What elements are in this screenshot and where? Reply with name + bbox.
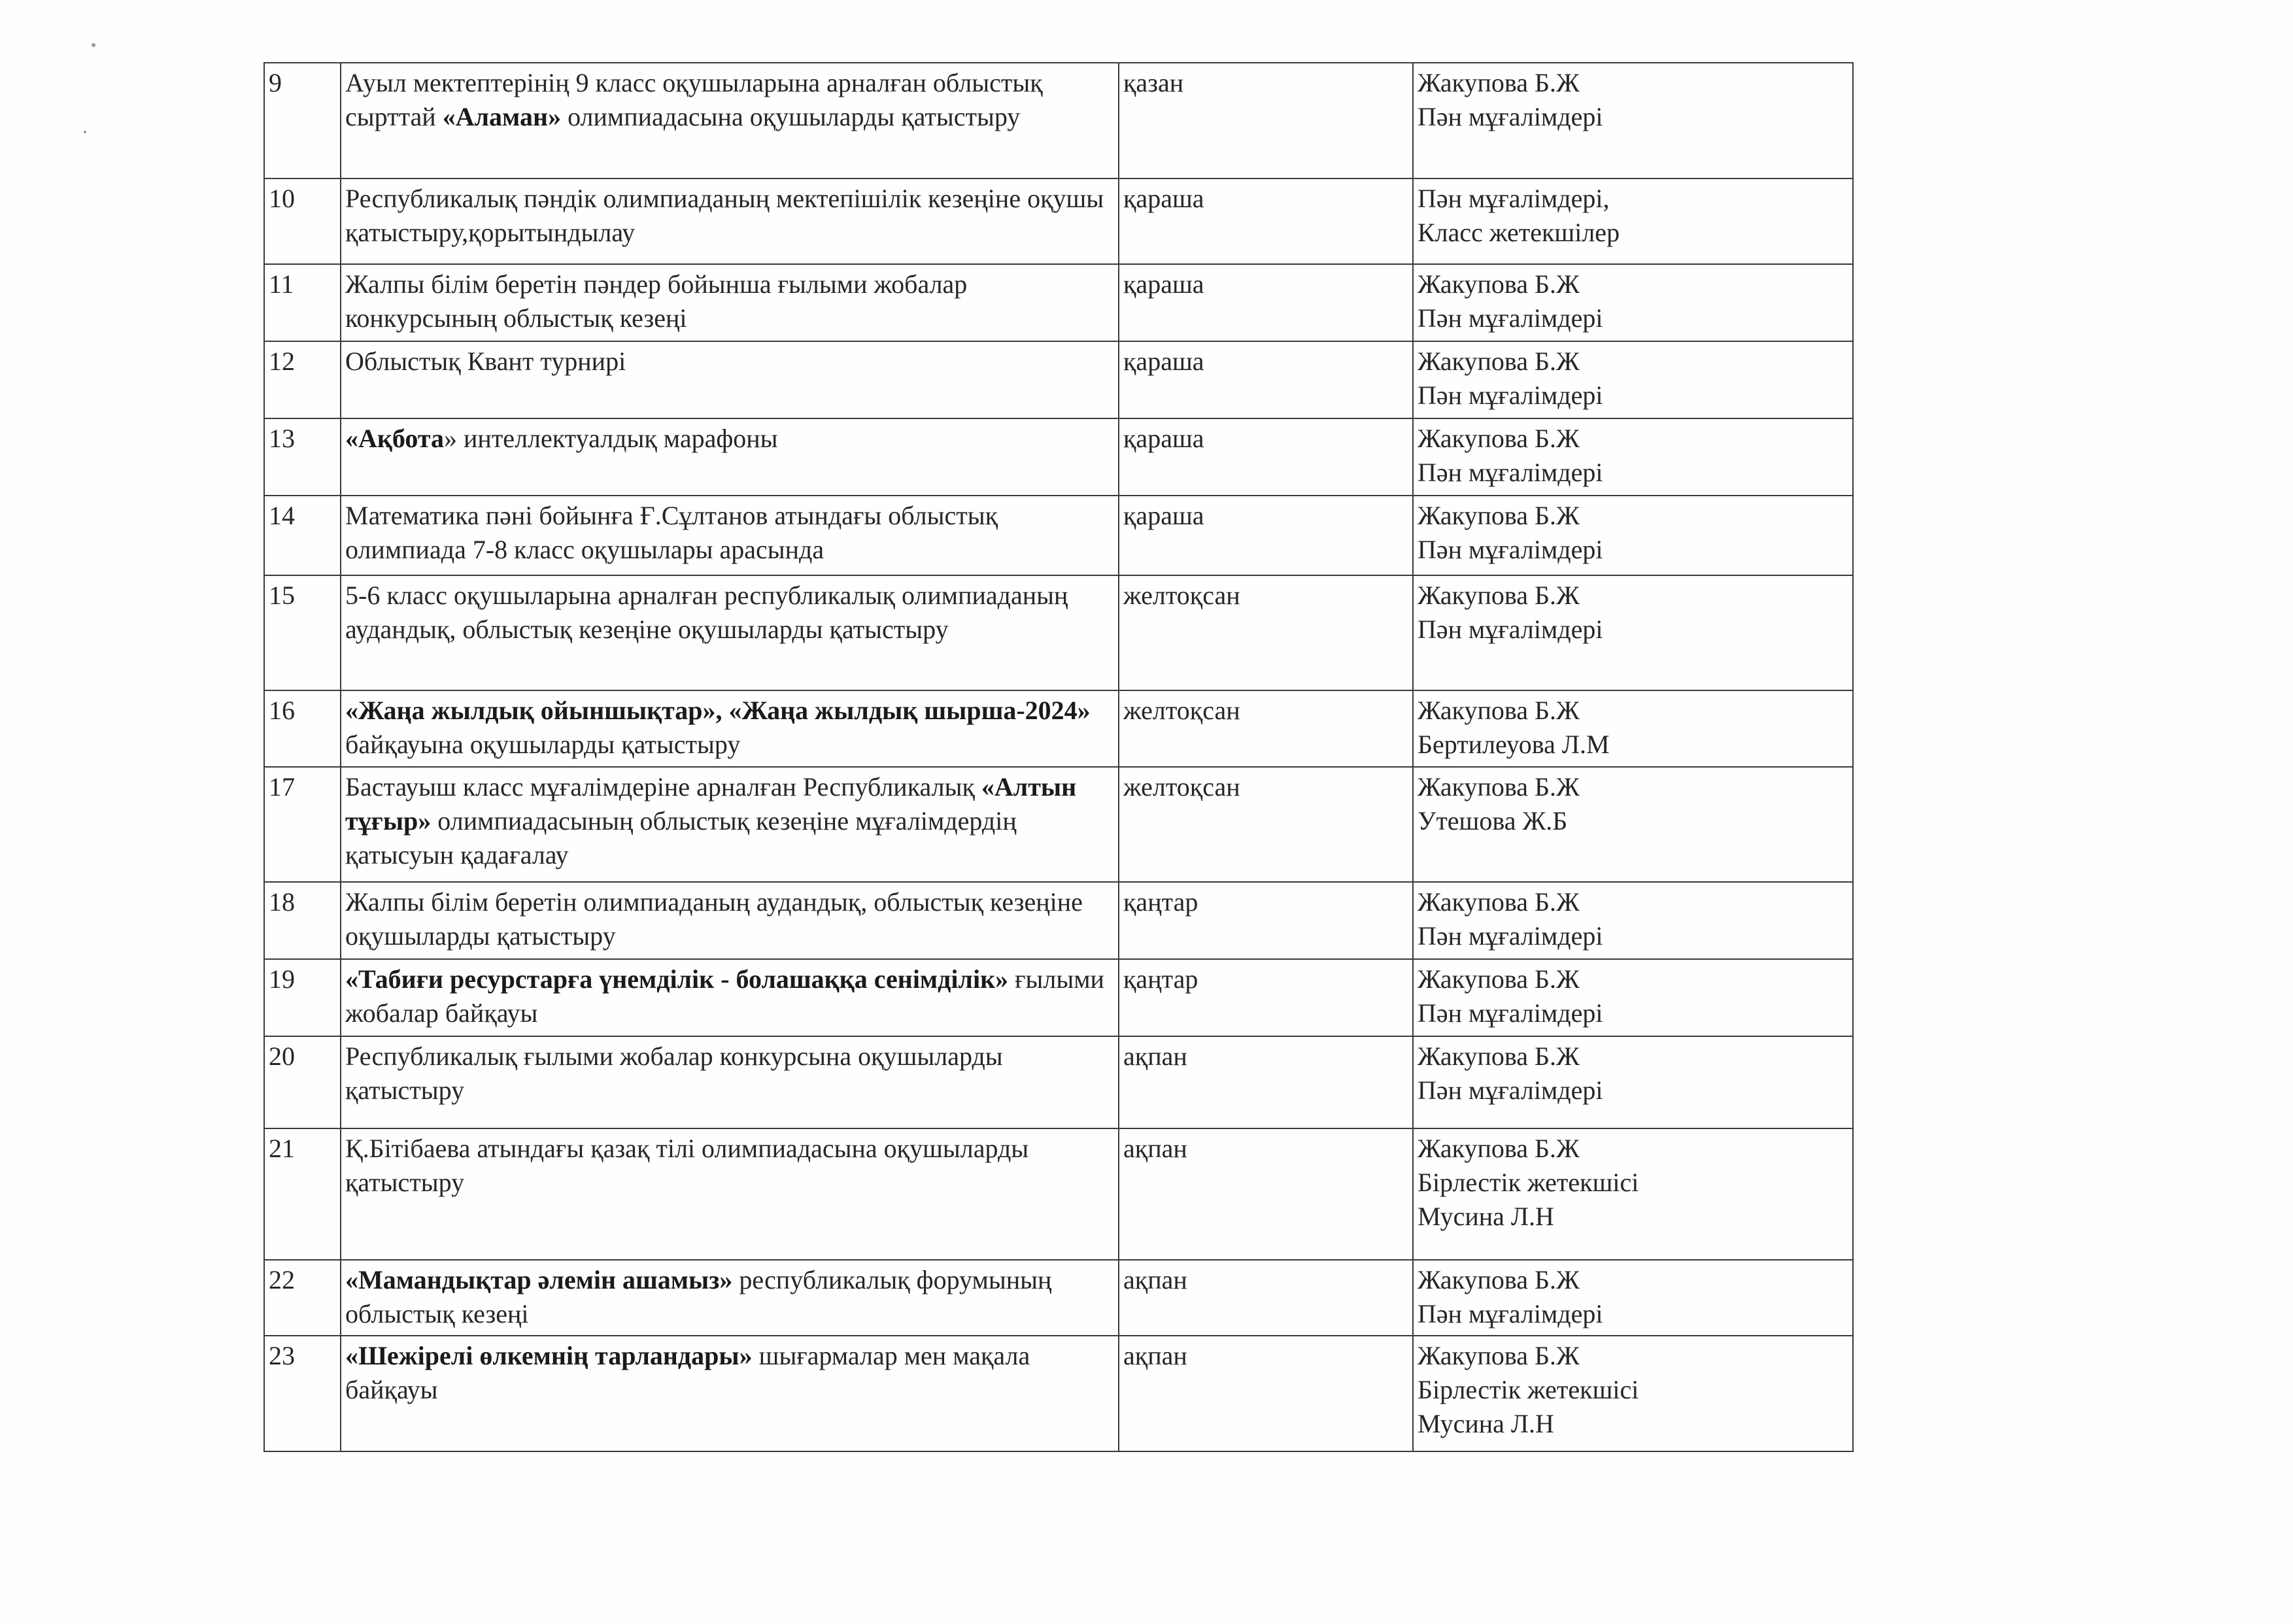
term-cell: қараша	[1119, 341, 1413, 418]
responsible-cell	[1413, 496, 1853, 575]
term-cell: қаңтар	[1119, 959, 1413, 1036]
row-number: 21	[264, 1128, 341, 1260]
event-title-bold: «Аламан»	[442, 102, 562, 131]
responsible-person: Жакупова Б.Ж	[1418, 696, 1580, 725]
event-cell	[341, 1260, 1119, 1336]
event-cell	[341, 1036, 1119, 1128]
responsible-person: Пән мұғалімдері	[1418, 1299, 1603, 1328]
responsible-person: Утешова Ж.Б	[1418, 806, 1568, 836]
responsible-cell	[1413, 341, 1853, 418]
table-row	[264, 63, 1853, 178]
responsible-person: Жакупова Б.Ж	[1418, 424, 1580, 453]
responsible-cell	[1413, 1036, 1853, 1128]
event-cell	[341, 341, 1119, 418]
responsible-person: Пән мұғалімдері	[1418, 535, 1603, 564]
responsible-person: Жакупова Б.Ж	[1418, 1265, 1580, 1294]
event-cell	[341, 1128, 1119, 1260]
event-cell	[341, 496, 1119, 575]
responsible-cell	[1413, 1336, 1853, 1451]
event-cell	[341, 264, 1119, 341]
responsible-person: Пән мұғалімдері	[1418, 998, 1603, 1028]
table-row	[264, 1036, 1853, 1128]
responsible-person: Бертилеуова Л.М	[1418, 730, 1610, 759]
event-text: ғылыми жобалар байқауы	[345, 964, 1104, 1028]
event-title-bold: «Табиғи ресурстарға үнемділік - болашаққа сенімділік»	[345, 964, 1009, 994]
responsible-person: Мусина Л.Н	[1418, 1202, 1554, 1231]
event-cell	[341, 418, 1119, 496]
row-number: 15	[264, 575, 341, 690]
event-text: Республикалық ғылыми жобалар конкурсына оқушыларды қатыстыру	[345, 1041, 1003, 1105]
event-text: 5-6 класс оқушыларына арналған республикалық олимпиаданың аудандық, облыстық кезеңіне оқушыларды қатыстыру	[345, 581, 1068, 644]
event-text: олимпиадасының облыстық кезеңіне мұғалімдердің қатысуын қадағалау	[345, 806, 1017, 870]
responsible-cell	[1413, 1260, 1853, 1336]
row-number: 22	[264, 1260, 341, 1336]
event-text: байқауына оқушыларды қатыстыру	[345, 730, 741, 759]
responsible-person: Пән мұғалімдері	[1418, 303, 1603, 333]
term-cell: қараша	[1119, 418, 1413, 496]
term-cell: қазан	[1119, 63, 1413, 178]
responsible-person: Жакупова Б.Ж	[1418, 581, 1580, 610]
responsible-cell	[1413, 690, 1853, 767]
responsible-person: Жакупова Б.Ж	[1418, 347, 1580, 376]
responsible-person: Бірлестік жетекшісі	[1418, 1168, 1639, 1197]
table-row	[264, 767, 1853, 882]
term-cell: қараша	[1119, 496, 1413, 575]
row-number: 12	[264, 341, 341, 418]
responsible-person: Пән мұғалімдері,	[1418, 184, 1610, 213]
responsible-person: Жакупова Б.Ж	[1418, 501, 1580, 530]
table-row	[264, 1260, 1853, 1336]
term-cell: қаңтар	[1119, 882, 1413, 959]
event-text: республикалық форумының облыстық кезеңі	[345, 1265, 1052, 1328]
responsible-person: Пән мұғалімдері	[1418, 921, 1603, 951]
table-row	[264, 1336, 1853, 1451]
table-row	[264, 575, 1853, 690]
responsible-cell	[1413, 882, 1853, 959]
row-number: 11	[264, 264, 341, 341]
event-cell	[341, 178, 1119, 264]
event-text: шығармалар мен мақала байқауы	[345, 1341, 1030, 1404]
term-cell: қараша	[1119, 264, 1413, 341]
row-number: 13	[264, 418, 341, 496]
table-row	[264, 959, 1853, 1036]
event-text: Ауыл мектептерінің 9 класс оқушыларына арналған облыстық сырттай	[345, 68, 1043, 131]
event-text: Математика пәні бойынға Ғ.Сұлтанов атындағы облыстық олимпиада 7-8 класс оқушылары арасында	[345, 501, 998, 564]
responsible-person: Жакупова Б.Ж	[1418, 1134, 1580, 1163]
table-row	[264, 496, 1853, 575]
responsible-person: Класс жетекшілер	[1418, 218, 1620, 247]
table-row	[264, 690, 1853, 767]
responsible-person: Пән мұғалімдері	[1418, 102, 1603, 131]
event-title-bold: «Жаңа жылдық ойыншықтар», «Жаңа жылдық шырша-2024»	[345, 696, 1091, 725]
table-row	[264, 264, 1853, 341]
term-cell: ақпан	[1119, 1336, 1413, 1451]
responsible-cell	[1413, 1128, 1853, 1260]
event-title-bold: «Алтын тұғыр»	[345, 772, 1077, 836]
responsible-person: Жакупова Б.Ж	[1418, 887, 1580, 917]
term-cell: ақпан	[1119, 1260, 1413, 1336]
row-number: 20	[264, 1036, 341, 1128]
table-row	[264, 882, 1853, 959]
event-text: » интеллектуалдық марафоны	[444, 424, 778, 453]
event-title-bold: «Шежірелі өлкемнің тарландары»	[345, 1341, 753, 1370]
responsible-person: Жакупова Б.Ж	[1418, 1041, 1580, 1071]
scan-speck	[92, 43, 95, 47]
event-plan-table	[263, 62, 1854, 1452]
responsible-cell	[1413, 264, 1853, 341]
responsible-cell	[1413, 767, 1853, 882]
term-cell: желтоқсан	[1119, 690, 1413, 767]
row-number: 10	[264, 178, 341, 264]
table-row	[264, 1128, 1853, 1260]
responsible-person: Жакупова Б.Ж	[1418, 1341, 1580, 1370]
event-cell	[341, 575, 1119, 690]
row-number: 17	[264, 767, 341, 882]
responsible-person: Бірлестік жетекшісі	[1418, 1375, 1639, 1404]
responsible-cell	[1413, 959, 1853, 1036]
event-text: Республикалық пәндік олимпиаданың мектепішілік кезеңіне оқушы қатыстыру,қорытындылау	[345, 184, 1104, 247]
event-cell	[341, 767, 1119, 882]
row-number: 23	[264, 1336, 341, 1451]
event-text: олимпиадасына оқушыларды қатыстыру	[561, 102, 1021, 131]
table-row	[264, 178, 1853, 264]
event-cell	[341, 63, 1119, 178]
event-cell	[341, 959, 1119, 1036]
responsible-person: Жакупова Б.Ж	[1418, 269, 1580, 299]
event-text: Жалпы білім беретін олимпиаданың аудандық, облыстық кезеңіне оқушыларды қатыстыру	[345, 887, 1083, 951]
responsible-person: Пән мұғалімдері	[1418, 381, 1603, 410]
scan-speck	[84, 131, 86, 133]
event-cell	[341, 882, 1119, 959]
responsible-person: Жакупова Б.Ж	[1418, 68, 1580, 97]
event-text: Бастауыш класс мұғалімдеріне арналған Республикалық	[345, 772, 981, 802]
responsible-person: Жакупова Б.Ж	[1418, 772, 1580, 802]
row-number: 9	[264, 63, 341, 178]
event-text: Жалпы білім беретін пәндер бойынша ғылыми жобалар конкурсының облыстық кезеңі	[345, 269, 968, 333]
term-cell: ақпан	[1119, 1128, 1413, 1260]
term-cell: желтоқсан	[1119, 575, 1413, 690]
responsible-person: Жакупова Б.Ж	[1418, 964, 1580, 994]
event-title-bold: «Мамандықтар әлемін ашамыз»	[345, 1265, 733, 1294]
event-cell	[341, 690, 1119, 767]
table-row	[264, 341, 1853, 418]
event-cell	[341, 1336, 1119, 1451]
row-number: 16	[264, 690, 341, 767]
table-row	[264, 418, 1853, 496]
term-cell: ақпан	[1119, 1036, 1413, 1128]
event-plan-body	[264, 63, 1853, 1451]
responsible-cell	[1413, 575, 1853, 690]
term-cell: желтоқсан	[1119, 767, 1413, 882]
responsible-cell	[1413, 63, 1853, 178]
responsible-person: Пән мұғалімдері	[1418, 1075, 1603, 1105]
row-number: 14	[264, 496, 341, 575]
term-cell: қараша	[1119, 178, 1413, 264]
event-text: Облыстық Квант турнирі	[345, 347, 626, 376]
event-text: Қ.Бітібаева атындағы қазақ тілі олимпиадасына оқушыларды қатыстыру	[345, 1134, 1029, 1197]
responsible-cell	[1413, 178, 1853, 264]
responsible-person: Пән мұғалімдері	[1418, 458, 1603, 487]
responsible-person: Пән мұғалімдері	[1418, 615, 1603, 644]
event-title-bold: «Ақбота	[345, 424, 445, 453]
responsible-cell	[1413, 418, 1853, 496]
row-number: 18	[264, 882, 341, 959]
row-number: 19	[264, 959, 341, 1036]
responsible-person: Мусина Л.Н	[1418, 1409, 1554, 1438]
